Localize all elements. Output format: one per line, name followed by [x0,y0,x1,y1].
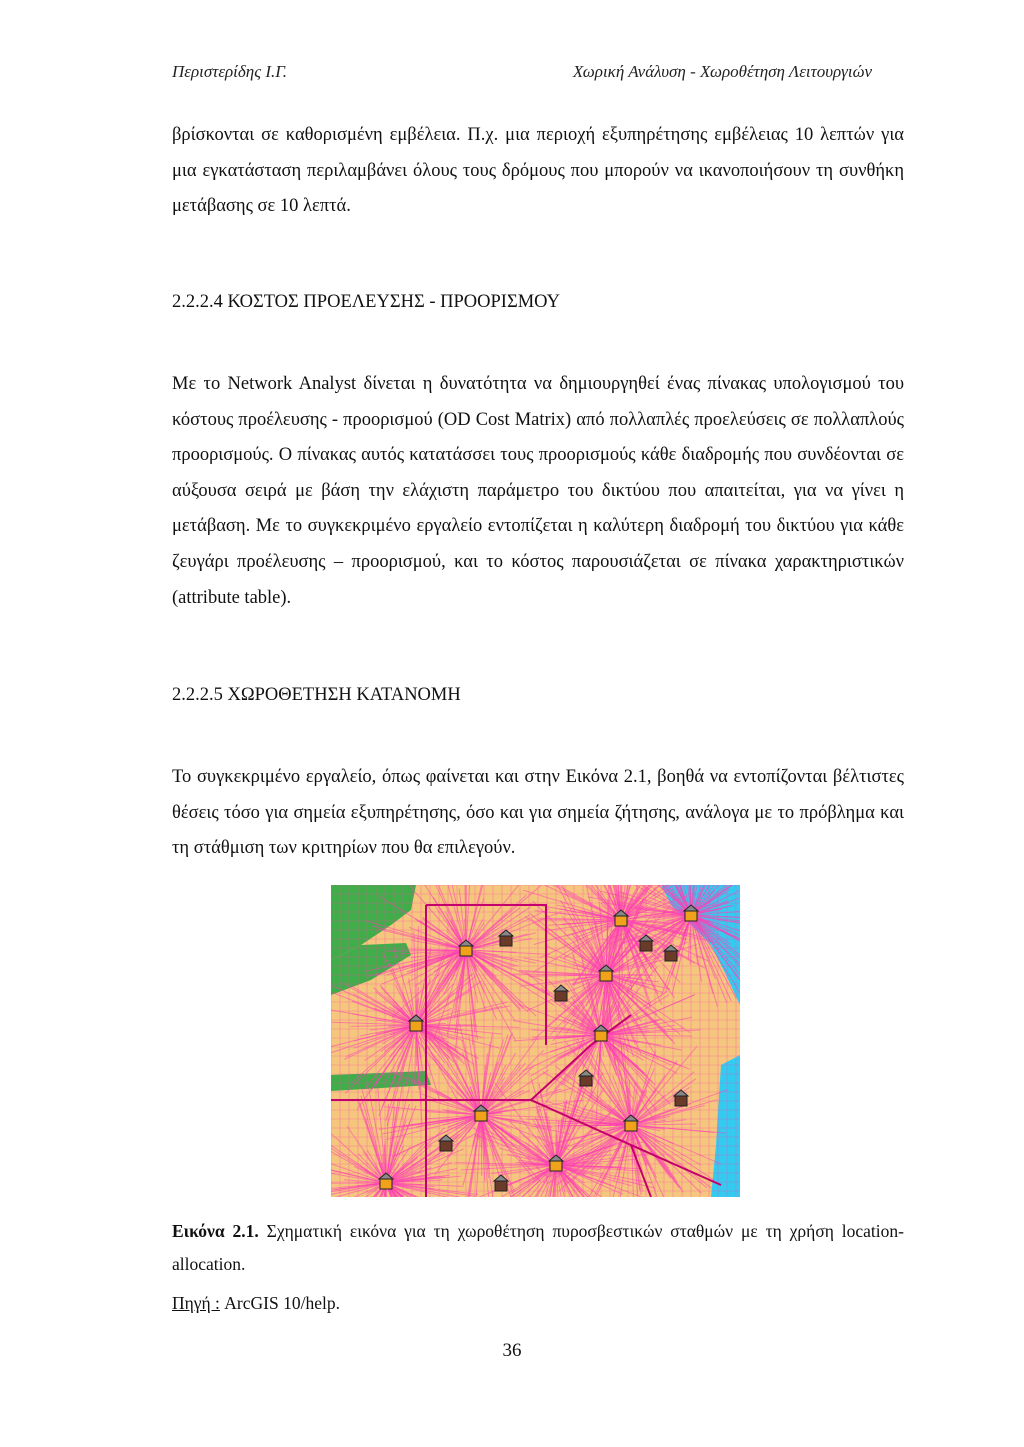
chosen-facility-icon [625,1121,637,1131]
candidate-facility-icon [555,991,567,1001]
location-allocation-map [331,885,740,1197]
candidate-facility-icon [665,951,677,961]
chosen-facility-icon [615,916,627,926]
section-225-heading: 2.2.2.5 ΧΩΡΟΘΕΤΗΣΗ ΚΑΤΑΝΟΜΗ [172,685,461,705]
candidate-facility-icon [640,941,652,951]
header-title: Χωρική Ανάλυση - Χωροθέτηση Λειτουργιών [572,62,872,81]
figure-caption [172,1215,904,1281]
section-224-heading: 2.2.2.4 ΚΟΣΤΟΣ ΠΡΟΕΛΕΥΣΗΣ - ΠΡΟΟΡΙΣΜΟΥ [172,292,560,312]
candidate-facility-icon [500,936,512,946]
candidate-facility-icon [675,1096,687,1106]
source-text: ArcGIS 10/help. [219,1293,340,1313]
chosen-facility-icon [600,971,612,981]
section-224-body: Με το Network Analyst δίνεται η δυνατότητα να δημιουργηθεί ένας πίνακας υπολογισμού του κόστους προέλευσης - προορισμού (OD Cost Matrix) από πολλαπλές προελεύσεις σε πολλαπλούς προορισμούς. Ο πίνακας αυτός κατατάσσει τους προορισμούς κάθε διαδρομής που συνδέονται σε αύξουσα σειρά με βάση την ελάχιστη παράμετρο του δικτύου που απαιτείται, για να γίνει η μετάβαση. Με το συγκεκριμένο εργαλείο εντοπίζεται η καλύτερη διαδρομή του δικτύου για κάθε ζευγάρι προέλευσης – προορισμού, και το κόστος παρουσιάζεται σε πίνακα χαρακτηριστικών (attribute table). [172,374,904,608]
chosen-facility-icon [595,1031,607,1041]
figure-source [172,1293,340,1314]
page-number: 36 [502,1340,522,1361]
source-label: Πηγή : [172,1293,220,1313]
intro-paragraph: βρίσκονται σε καθορισμένη εμβέλεια. Π.χ. μια περιοχή εξυπηρέτησης εμβέλειας 10 λεπτών για μια εγκατάσταση περιλαμβάνει όλους τους δρόμους που μπορούν να ικανοποιήσουν τη συνθήκη μετάβασης σε 10 λεπτά. [172,125,904,217]
chosen-facility-icon [475,1111,487,1121]
chosen-facility-icon [380,1179,392,1189]
chosen-facility-icon [410,1021,422,1031]
candidate-facility-icon [580,1076,592,1086]
header-author: Περιστερίδης Ι.Γ. [172,62,288,81]
candidate-facility-icon [495,1181,507,1191]
chosen-facility-icon [550,1161,562,1171]
chosen-facility-icon [460,946,472,956]
caption-text: Σχηματική εικόνα για τη χωροθέτηση πυροσβεστικών σταθμών με τη χρήση location-allocation. [172,1221,904,1274]
chosen-facility-icon [685,911,697,921]
map-canvas [331,885,740,1197]
candidate-facility-icon [440,1141,452,1151]
section-225-body: Το συγκεκριμένο εργαλείο, όπως φαίνεται και στην Εικόνα 2.1, βοηθά να εντοπίζονται βέλτιστες θέσεις τόσο για σημεία εξυπηρέτησης, όσο και για σημεία ζήτησης, ανάλογα με το πρόβλημα και τη στάθμιση των κριτηρίων που θα επιλεγούν. [172,767,904,859]
caption-label: Εικόνα 2.1. [172,1221,259,1241]
